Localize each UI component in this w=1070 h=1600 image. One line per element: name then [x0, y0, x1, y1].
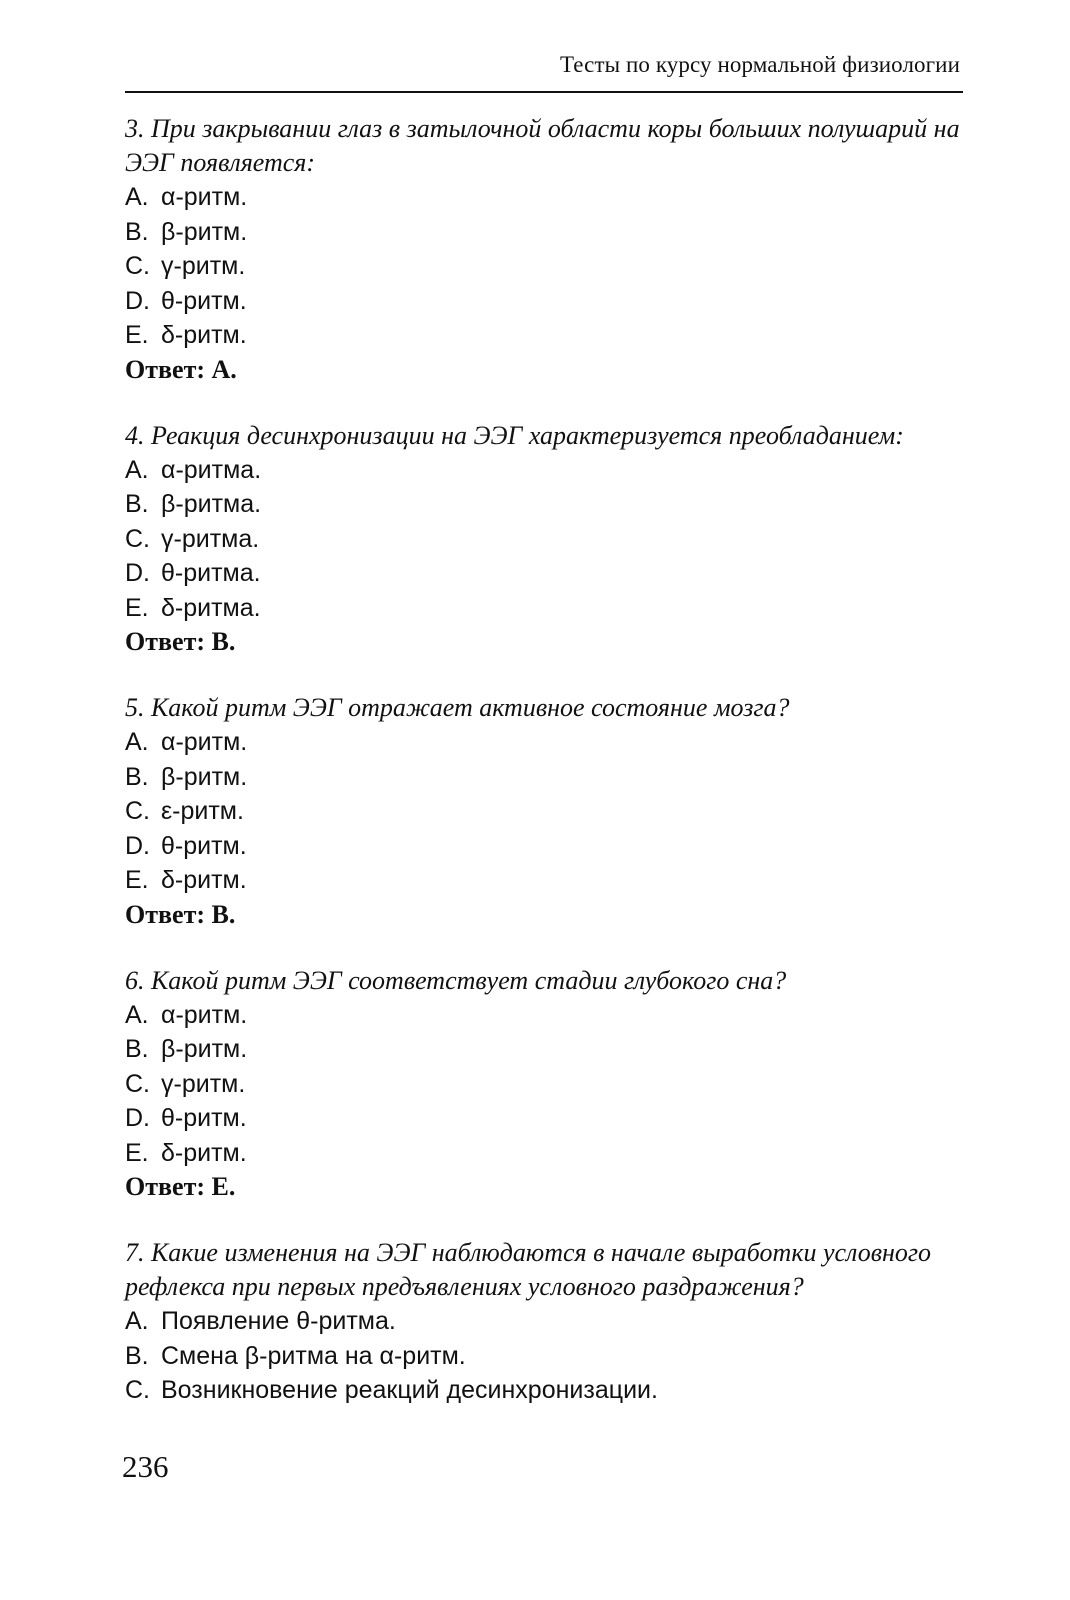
option-letter: A. [125, 455, 149, 484]
option-letter: A. [125, 183, 149, 211]
answer-option [125, 998, 975, 1033]
option-letter: E. [125, 321, 149, 349]
option-letter: D. [125, 286, 150, 315]
option-text: δ-ритм. [161, 866, 247, 894]
question-text: 3. При закрывании глаз в затылочной области коры больших полушарий на ЭЭГ появляется: [125, 114, 960, 177]
answer-option [125, 829, 975, 864]
answer-option [125, 1136, 975, 1171]
option-text: δ-ритма. [161, 593, 261, 622]
answer-option [125, 284, 975, 319]
correct-answer: Ответ: А. [125, 354, 237, 384]
answer-option [125, 487, 975, 522]
option-text: α-ритм. [161, 728, 248, 756]
option-letter: D. [125, 1104, 150, 1132]
option-letter: E. [125, 866, 149, 894]
option-text: θ-ритма. [161, 559, 261, 587]
option-text: β-ритм. [161, 217, 248, 246]
option-letter: C. [125, 797, 150, 825]
answer-option [125, 725, 975, 760]
answer-options [125, 1304, 975, 1408]
question-block [125, 1236, 975, 1408]
option-text: δ-ритм. [161, 1138, 247, 1167]
option-text: δ-ритм. [161, 321, 247, 349]
question-block [125, 112, 975, 387]
answer-option [125, 591, 975, 626]
question-block [125, 691, 975, 932]
answer-option [125, 318, 975, 353]
running-title: Тесты по курсу нормальной физиологии [559, 52, 960, 77]
option-letter: D. [125, 559, 150, 587]
option-text: Возникновение реакций десинхронизации. [161, 1376, 658, 1404]
option-text: Смена β-ритма на α-ритм. [161, 1341, 466, 1370]
option-text: α-ритм. [161, 1000, 248, 1029]
answer-option [125, 453, 975, 488]
option-letter: B. [125, 1341, 149, 1370]
option-letter: A. [125, 1000, 149, 1029]
questions-list [125, 112, 975, 1440]
option-text: β-ритма. [161, 490, 262, 518]
question-text: 6. Какой ритм ЭЭГ соответствует стадии глубокого сна? [125, 965, 787, 995]
option-text: ε-ритм. [161, 797, 244, 825]
option-text: γ-ритма. [161, 524, 260, 553]
option-letter: E. [125, 1138, 149, 1167]
answer-option [125, 1101, 975, 1136]
answer-options [125, 998, 975, 1171]
option-text: θ-ритм. [161, 831, 247, 860]
option-text: θ-ритм. [161, 1104, 247, 1132]
option-text: α-ритма. [161, 455, 262, 484]
option-letter: C. [125, 1069, 150, 1098]
answer-options [125, 180, 975, 353]
answer-option [125, 1067, 975, 1102]
answer-option [125, 1339, 975, 1374]
question-text: 4. Реакция десинхронизации на ЭЭГ характеризуется преобладанием: [125, 420, 904, 450]
answer-option [125, 522, 975, 557]
answer-option [125, 180, 975, 215]
option-letter: C. [125, 524, 150, 553]
option-letter: A. [125, 728, 149, 756]
option-text: γ-ритм. [161, 252, 246, 280]
answer-option [125, 556, 975, 591]
answer-options [125, 453, 975, 626]
option-letter: B. [125, 1035, 149, 1063]
option-letter: B. [125, 762, 149, 791]
option-text: θ-ритм. [161, 286, 247, 315]
answer-option [125, 794, 975, 829]
page-number: 236 [122, 1449, 169, 1484]
correct-answer: Ответ: Е. [125, 1172, 236, 1201]
answer-options [125, 725, 975, 898]
option-text: α-ритм. [161, 183, 248, 211]
header-rule [125, 91, 963, 93]
question-block [125, 419, 975, 660]
answer-option [125, 1373, 975, 1408]
option-letter: C. [125, 252, 150, 280]
question-text: 7. Какие изменения на ЭЭГ наблюдаются в начале выработки условного рефлекса при первых предъявлениях условного раздражения? [125, 1238, 932, 1301]
option-letter: D. [125, 831, 150, 860]
correct-answer: Ответ: В. [125, 627, 236, 656]
option-text: Появление θ-ритма. [161, 1307, 396, 1335]
question-block [125, 964, 975, 1205]
answer-option [125, 760, 975, 795]
option-letter: E. [125, 593, 149, 622]
answer-option [125, 1032, 975, 1067]
answer-option [125, 215, 975, 250]
answer-option [125, 249, 975, 284]
option-text: β-ритм. [161, 1035, 248, 1063]
option-letter: C. [125, 1376, 150, 1404]
question-text: 5. Какой ритм ЭЭГ отражает активное состояние мозга? [125, 693, 790, 722]
correct-answer: Ответ: В. [125, 899, 236, 929]
option-letter: A. [125, 1307, 149, 1335]
option-letter: B. [125, 217, 149, 246]
option-text: β-ритм. [161, 762, 248, 791]
option-text: γ-ритм. [161, 1069, 246, 1098]
answer-option [125, 863, 975, 898]
option-letter: B. [125, 490, 149, 518]
answer-option [125, 1304, 975, 1339]
